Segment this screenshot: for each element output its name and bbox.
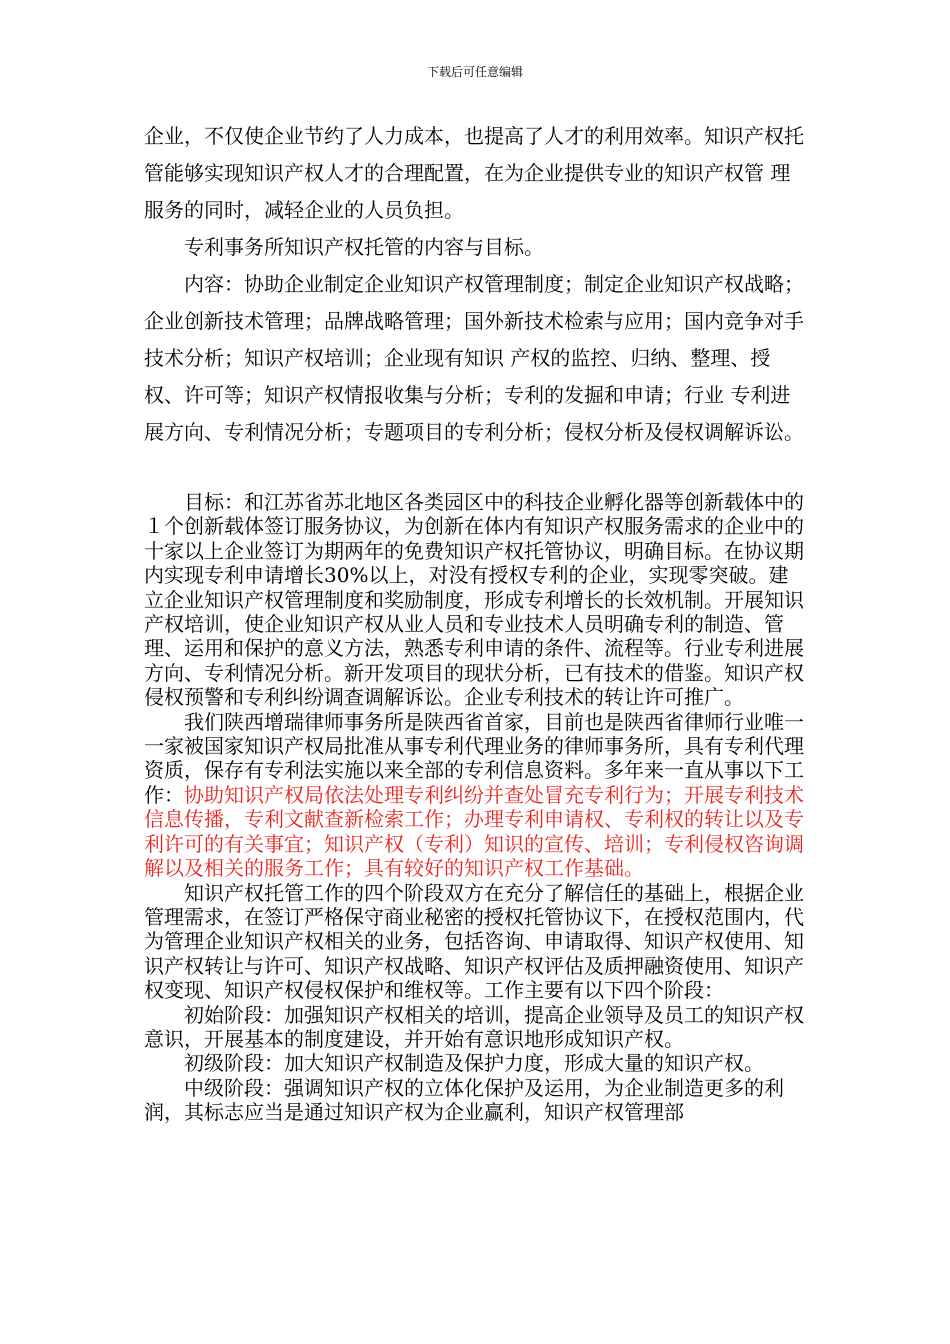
- paragraph-stage-primary: 初级阶段：加大知识产权制造及保护力度，形成大量的知识产权。: [184, 1051, 764, 1076]
- firm-work-highlight: 协助知识产权局依法处理专利纠纷并查处冒充专利行为；开展专利技术信息传播，专利文献查新检索工作；办理专利申请权、专利权的转让以及专利许可的有关事宜；知识产权（专利）知识的宣传、培训；专利侵权咨询调解以及相关的服务工作；具有较好的知识产权工作基础。: [144, 782, 804, 881]
- paragraph-goal: 目标：和江苏省苏北地区各类园区中的科技企业孵化器等创新载体中的１个创新载体签订服务协议，为创新在体内有知识产权服务需求的企业中的十家以上企业签订为期两年的免费知识产权托管协议，明确目标。在协议期内实现专利申请增长30%以上，对没有授权专利的企业，实现零突破。建立企业知识产权管理制度和奖励制度，形成专利增长的长效机制。开展知识产权培训，使企业知识产权从业人员和专业技术人员明确专利的制造、管理、运用和保护的意义方法，熟悉专利申请的条件、流程等。行业专利进展方向、专利情况分析。新开发项目的现状分析，已有技术的借鉴。知识产权侵权预警和专利纠纷调查调解诉讼。企业专利技术的转让许可推广。: [144, 490, 804, 710]
- firm-text: 我们陕西增瑞律师事务所是陕西省首家，目前也是陕西省律师行业唯一一家被国家知识产权局批准从事专利代理业务的律师事务所，具有专利代理资质，保存有专利法实施以来全部的专利信息资料。多年来一直从事以下工作：: [144, 709, 804, 807]
- tight-section: [144, 490, 807, 1125]
- paragraph-intro: 企业，不仅使企业节约了人力成本，也提高了人才的利用效率。知识产权托管能够实现知识产权人才的合理配置，在为企业提供专业的知识产权管 理服务的同时，减轻企业的人员负担。: [144, 124, 804, 222]
- paragraph-stage-initial: 初始阶段：加强知识产权相关的培训，提高企业领导及员工的知识产权意识，开展基本的制度建设，并开始有意识地形成知识产权。: [144, 1002, 804, 1051]
- page-header: 下载后可任意编辑: [426, 65, 523, 79]
- loose-section: [144, 118, 807, 451]
- paragraph-content: 内容：协助企业制定企业知识产权管理制度；制定企业知识产权战略；企业创新技术管理；品牌战略管理；国外新技术检索与应用；国内竞争对手技术分析；知识产权培训；企业现有知识 产权的监控、归纳、整理、授权、许可等；知识产权情报收集与分析；专利的发掘和申请；行业 专利进展方向、专利情况分析；专题项目的专利分析；侵权分析及侵权调解诉讼。: [144, 272, 804, 444]
- paragraph-stages-intro: 知识产权托管工作的四个阶段双方在充分了解信任的基础上，根据企业管理需求，在签订严格保守商业秘密的授权托管协议下，在授权范围内，代为管理企业知识产权相关的业务，包括咨询、申请取得、知识产权使用、知识产权转让与许可、知识产权战略、知识产权评估及质押融资使用、知识产权变现、知识产权侵权保护和维权等。工作主要有以下四个阶段：: [144, 880, 804, 1003]
- paragraph-firm: [144, 710, 807, 881]
- paragraph-stage-intermediate: 中级阶段：强调知识产权的立体化保护及运用，为企业制造更多的利润，其标志应当是通过知识产权为企业赢利，知识产权管理部: [144, 1075, 784, 1125]
- paragraph-content-heading: 专利事务所知识产权托管的内容与目标。: [184, 235, 544, 259]
